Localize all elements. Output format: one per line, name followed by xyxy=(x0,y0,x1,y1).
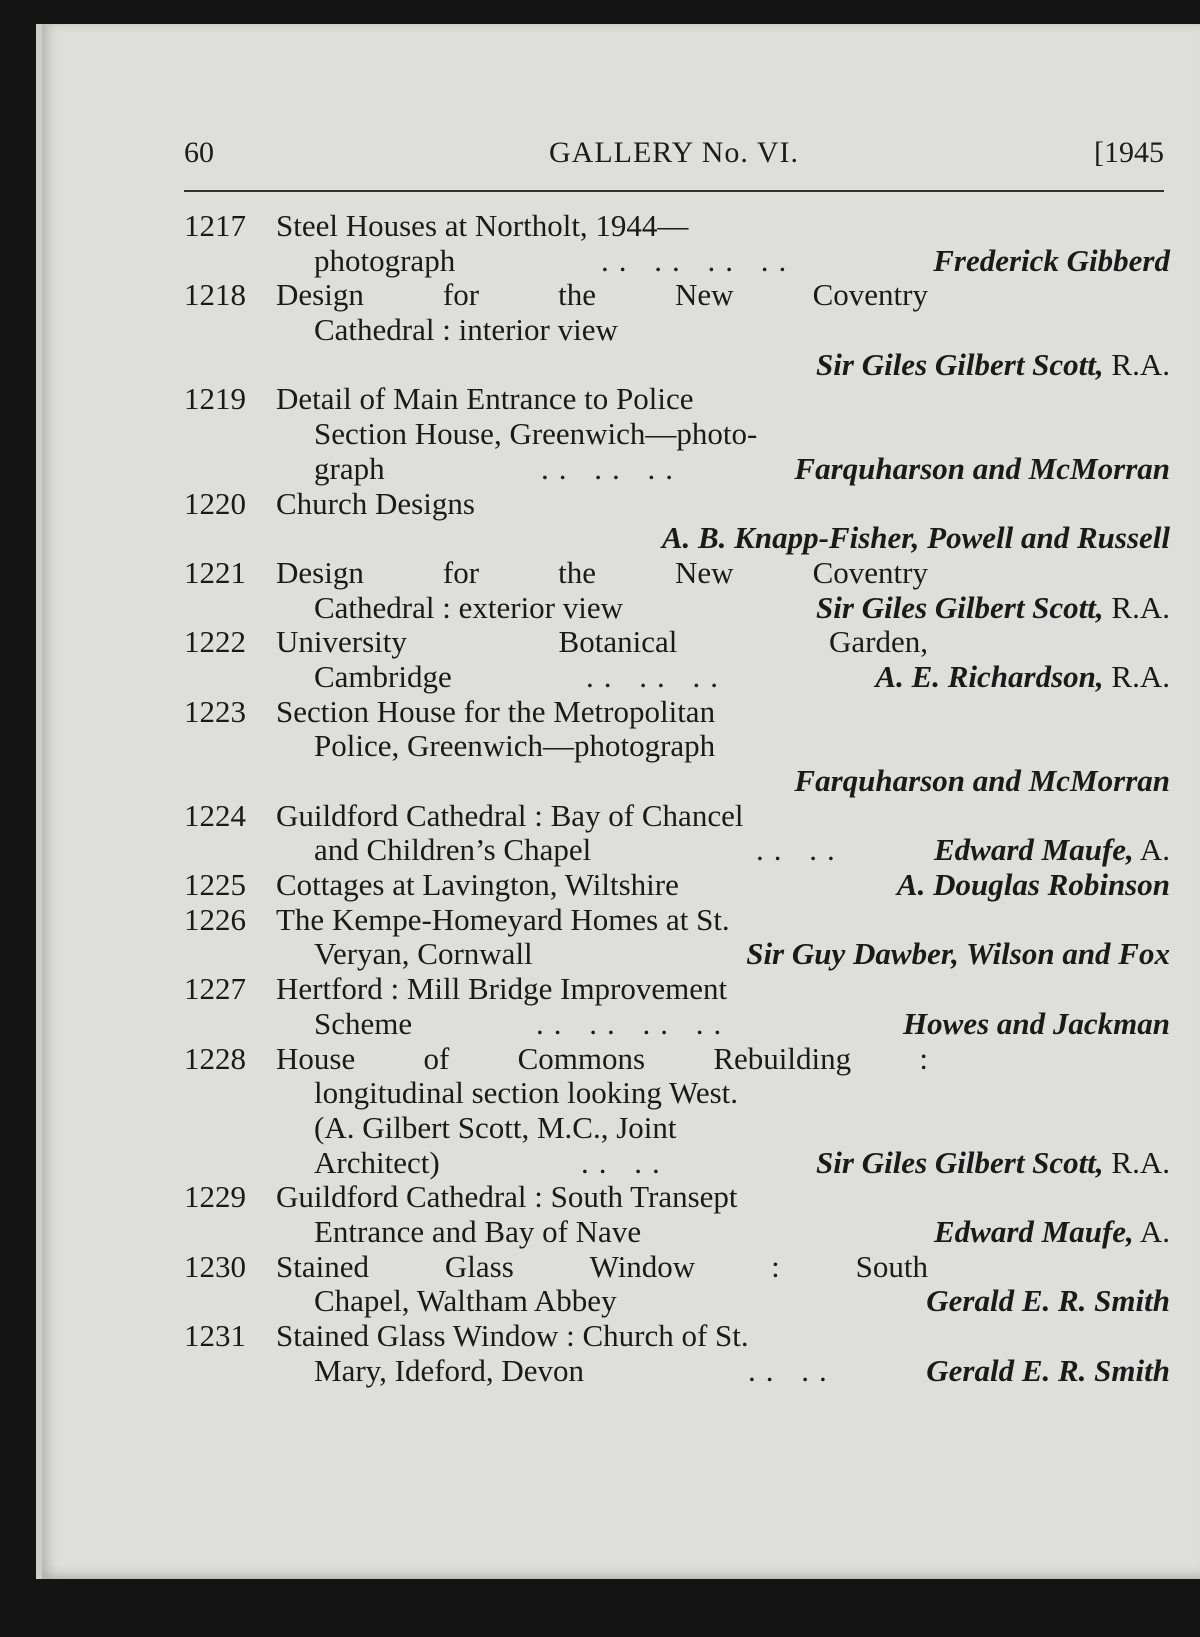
entry-line xyxy=(184,1145,1170,1180)
author-honour: A. xyxy=(1133,1213,1170,1249)
entry-title-continued: Section House, Greenwich—photo- xyxy=(314,416,758,452)
entry-title-continued: longitudinal section looking West. xyxy=(314,1075,739,1111)
entry-line xyxy=(184,590,1170,625)
entry-line xyxy=(184,1249,1170,1284)
entry-line xyxy=(184,763,1170,798)
entry-title: The Kempe-Homeyard Homes at St. xyxy=(276,901,730,937)
leader-dots: .. .. .. .. xyxy=(601,242,797,278)
entry-title: Section House for the Metropolitan xyxy=(276,693,716,729)
entry-line xyxy=(184,1075,1170,1110)
entry-line xyxy=(184,1214,1170,1249)
entry-author: Sir Giles Gilbert Scott, R.A. xyxy=(816,1144,1170,1180)
entry-author: Gerald E. R. Smith xyxy=(926,1283,1170,1319)
page-header xyxy=(184,136,1164,180)
entry-line xyxy=(184,486,1170,521)
entry-title: Guildford Cathedral : South Transept xyxy=(276,1179,738,1215)
page-year: [1945 xyxy=(1094,136,1164,169)
catalogue-number: 1217 xyxy=(184,208,246,243)
entry-author: Frederick Gibberd xyxy=(933,242,1170,278)
entry-line xyxy=(184,728,1170,763)
entry-line xyxy=(184,243,1170,278)
catalogue-number: 1226 xyxy=(184,901,246,937)
entry-title-continued: Cathedral : interior view xyxy=(314,312,618,348)
entry-title-continued: Veryan, Cornwall xyxy=(314,936,533,972)
catalogue-number: 1223 xyxy=(184,693,246,729)
leader-dots: .. .. xyxy=(581,1144,670,1180)
catalogue-number: 1225 xyxy=(184,867,246,903)
page-title: GALLERY No. VI. xyxy=(549,136,799,169)
entry-line xyxy=(184,659,1170,694)
entry-line xyxy=(184,867,1170,902)
leader-dots: .. .. .. xyxy=(541,450,683,486)
catalogue-number: 1221 xyxy=(184,554,246,590)
entry-line xyxy=(184,1110,1170,1145)
catalogue-number: 1219 xyxy=(184,381,246,417)
entry-title: Design for the New Coventry xyxy=(276,554,928,590)
entry-title: Guildford Cathedral : Bay of Chancel xyxy=(276,797,744,833)
catalogue-number: 1218 xyxy=(184,277,246,313)
author-honour: R.A. xyxy=(1103,589,1170,625)
catalogue-number: 1220 xyxy=(184,485,246,521)
entry-line xyxy=(184,555,1170,590)
entry-title: Stained Glass Window : Church of St. xyxy=(276,1318,749,1353)
entry-line xyxy=(184,1041,1170,1076)
entry-title-continued: (A. Gilbert Scott, M.C., Joint xyxy=(314,1109,677,1145)
entry-author: Howes and Jackman xyxy=(903,1005,1170,1041)
leader-dots: .. .. .. xyxy=(586,658,728,694)
entry-author: Edward Maufe, A. xyxy=(934,832,1170,868)
entry-title-continued: photograph xyxy=(314,242,456,278)
entry-title-continued: Police, Greenwich—photograph xyxy=(314,728,716,764)
entry-title-continued: Scheme xyxy=(314,1005,413,1041)
entry-line xyxy=(184,381,1170,416)
entry-line xyxy=(184,624,1170,659)
entry-title-continued: and Children’s Chapel xyxy=(314,832,592,868)
catalogue-number: 1231 xyxy=(184,1318,246,1353)
entry-line xyxy=(184,312,1170,347)
entry-line xyxy=(184,798,1170,833)
catalogue-number: 1227 xyxy=(184,971,246,1007)
page-number: 60 xyxy=(184,136,214,169)
author-honour: R.A. xyxy=(1103,346,1170,382)
entry-line xyxy=(184,208,1170,243)
entry-title-continued: Mary, Ideford, Devon xyxy=(314,1352,585,1388)
entry-title-continued: Cambridge xyxy=(314,658,452,694)
entry-title: Detail of Main Entrance to Police xyxy=(276,381,694,417)
entry-author: Farquharson and McMorran xyxy=(794,763,1170,798)
entry-line xyxy=(184,1318,1170,1353)
entry-line xyxy=(184,902,1170,937)
entry-author: Sir Giles Gilbert Scott, R.A. xyxy=(816,589,1170,625)
entry-author: Sir Giles Gilbert Scott, R.A. xyxy=(816,346,1170,382)
entry-author: Sir Guy Dawber, Wilson and Fox xyxy=(746,936,1170,972)
catalogue-number: 1224 xyxy=(184,797,246,833)
catalogue-number: 1228 xyxy=(184,1040,246,1076)
entry-title: Hertford : Mill Bridge Improvement xyxy=(276,971,728,1007)
entry-title: Stained Glass Window : South xyxy=(276,1248,928,1284)
entry-line xyxy=(184,347,1170,382)
entries-list xyxy=(184,208,1170,1387)
catalogue-number: 1222 xyxy=(184,624,246,660)
entry-author: A. E. Richardson, R.A. xyxy=(875,658,1170,694)
catalogue-number: 1229 xyxy=(184,1179,246,1215)
author-honour: A. xyxy=(1133,832,1170,868)
entry-line xyxy=(184,277,1170,312)
entry-author: A. B. Knapp-Fisher, Powell and Russell xyxy=(661,520,1170,556)
entry-title: Church Designs xyxy=(276,485,475,521)
leader-dots: .. .. xyxy=(756,832,845,868)
entry-title-continued: Chapel, Waltham Abbey xyxy=(314,1283,617,1319)
entry-title-continued: Entrance and Bay of Nave xyxy=(314,1213,642,1249)
entry-title-continued: Architect) xyxy=(314,1144,440,1180)
entry-line xyxy=(184,1179,1170,1214)
entry-line xyxy=(184,1353,1170,1388)
entry-line xyxy=(184,451,1170,486)
entry-title-continued: Cathedral : exterior view xyxy=(314,589,624,625)
leader-dots: .. .. .. .. xyxy=(536,1005,732,1041)
entry-title: Cottages at Lavington, Wiltshire xyxy=(276,867,679,903)
entry-author: Gerald E. R. Smith xyxy=(926,1352,1170,1388)
entry-line xyxy=(184,520,1170,555)
entry-title: House of Commons Rebuilding : xyxy=(276,1040,928,1076)
entry-title: Steel Houses at Northolt, 1944— xyxy=(276,208,689,243)
entry-line xyxy=(184,1283,1170,1318)
author-honour: R.A. xyxy=(1103,1144,1170,1180)
entry-author: Edward Maufe, A. xyxy=(934,1213,1170,1249)
catalogue-number: 1230 xyxy=(184,1248,246,1284)
entry-line xyxy=(184,832,1170,867)
entry-title-continued: graph xyxy=(314,450,385,486)
entry-line xyxy=(184,936,1170,971)
entry-line xyxy=(184,694,1170,729)
entry-title: Design for the New Coventry xyxy=(276,277,928,313)
entry-line xyxy=(184,1006,1170,1041)
leader-dots: .. .. xyxy=(748,1352,837,1388)
entry-line xyxy=(184,416,1170,451)
entry-title: University Botanical Garden, xyxy=(276,624,928,660)
author-honour: R.A. xyxy=(1103,658,1170,694)
header-rule xyxy=(184,190,1164,192)
entry-author: A. Douglas Robinson xyxy=(896,867,1170,903)
entry-author: Farquharson and McMorran xyxy=(794,450,1170,486)
entry-line xyxy=(184,971,1170,1006)
